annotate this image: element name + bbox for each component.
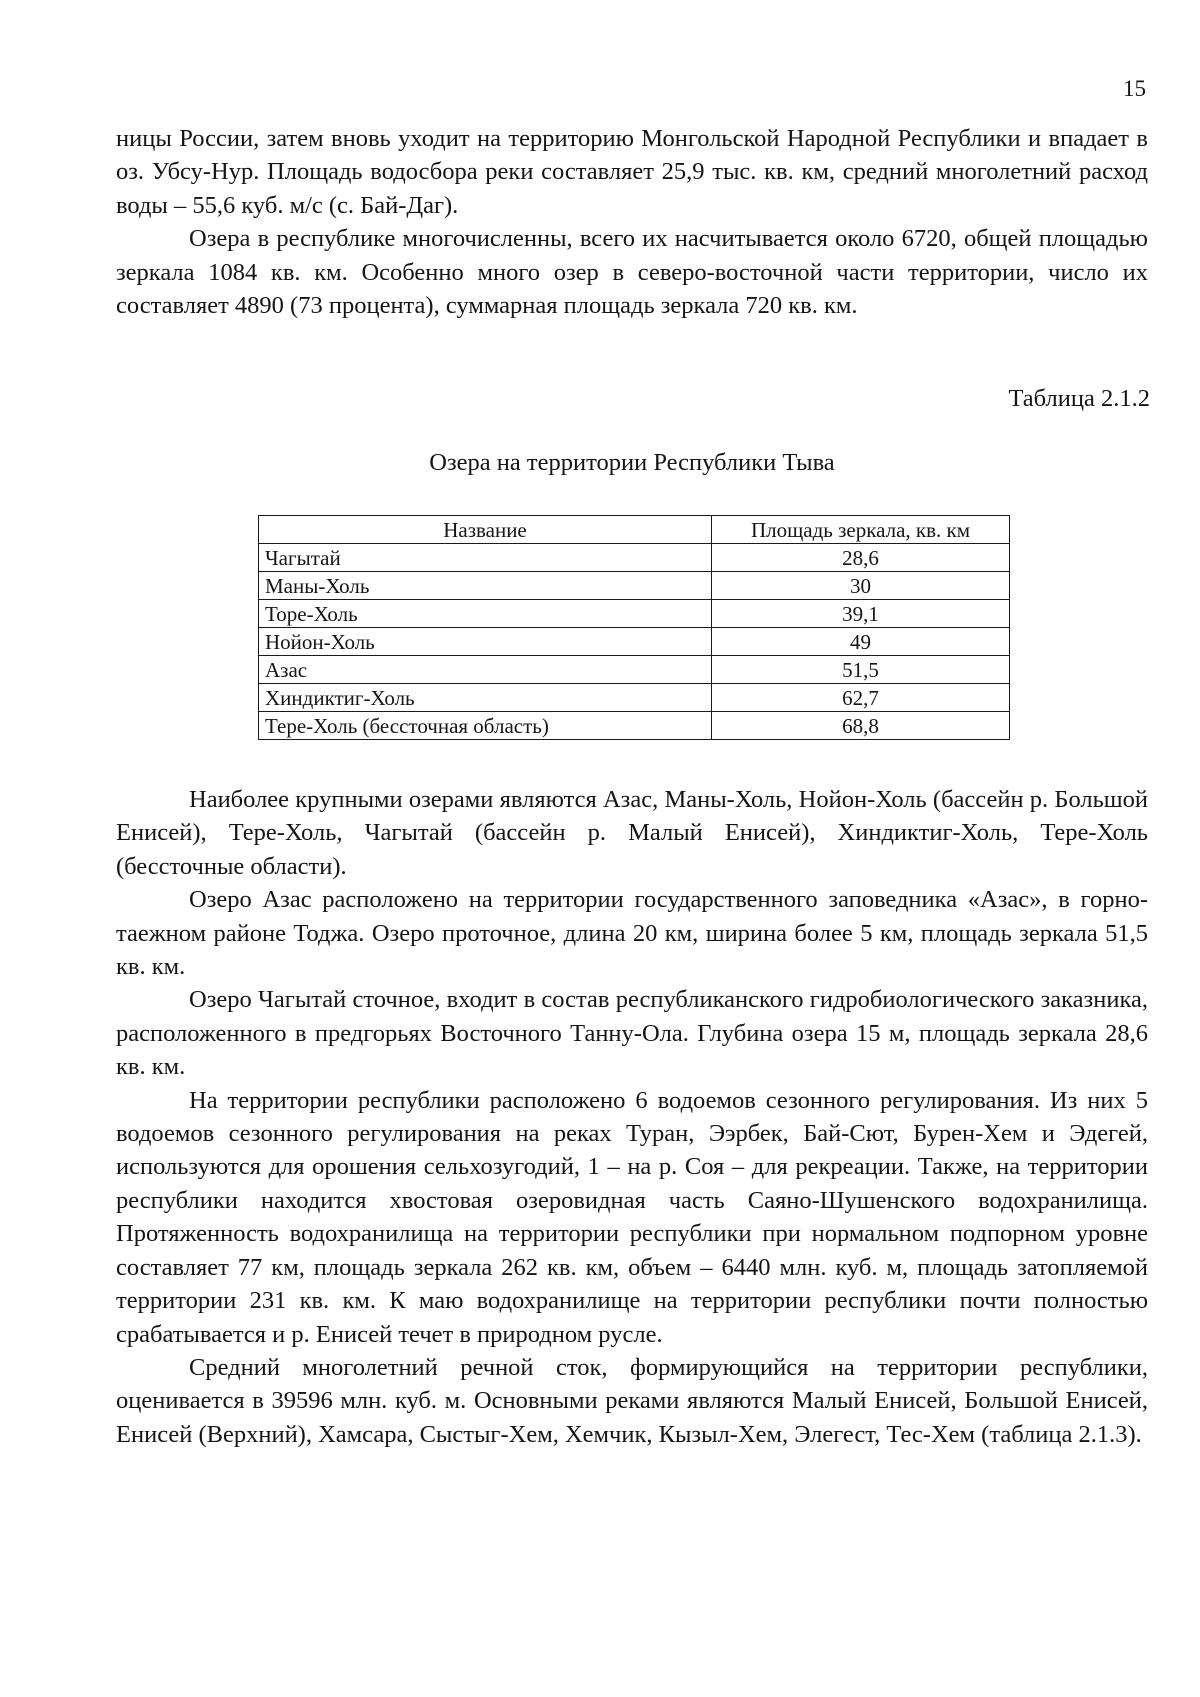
table-row xyxy=(259,712,1010,740)
paragraph-lakes-count: Озера в республике многочисленны, всего их насчитывается около 6720, общей площадью зеркала 1084 кв. км. Особенно много озер в северо-восточной части территории, число их составляет 4890 (73 процента), суммарная площадь зеркала 720 кв. км. xyxy=(116,225,1148,320)
lake-area: 28,6 xyxy=(712,544,1010,572)
header-area: Площадь зеркала, кв. км xyxy=(712,516,1010,544)
lake-area: 30 xyxy=(712,572,1010,600)
table-label: Таблица 2.1.2 xyxy=(1008,385,1150,412)
paragraph-chagytai: Озеро Чагытай сточное, входит в состав республиканского гидробиологического заказника, расположенного в предгорьях Восточного Танну-Ола. Глубина озера 15 м, площадь зеркала 28,6 кв. км. xyxy=(116,986,1148,1081)
table-caption: Озера на территории Республики Тыва xyxy=(429,449,835,476)
paragraph-reservoirs: На территории республики расположено 6 водоемов сезонного регулирования. Из них 5 водоемов сезонного регулирования на реках Туран, Ээрбек, Бай-Сют, Бурен-Хем и Эдегей, используются для орошения сельхозугодий, 1 – на р. Соя – для рекреации. Также, на территории республики находится хвостовая озеровидная часть Саяно-Шушенского водохранилища. Протяженность водохранилища на территории республики при нормальном подпорном уровне составляет 77 км, площадь зеркала 262 кв. км, объем – 6440 млн. куб. м, площадь затопляемой территории 231 кв. км. К маю водохранилище на территории республики почти полностью срабатывается и р. Енисей течет в природном русле. xyxy=(116,1086,1148,1348)
bottom-text-block xyxy=(116,783,1148,1451)
paragraph-river-runoff: Средний многолетний речной сток, формирующийся на территории республики, оценивается в 39596 млн. куб. м. Основными реками являются Малый Енисей, Большой Енисей, Енисей (Верхний), Хамсара, Сыстыг-Хем, Хемчик, Кызыл-Хем, Элегест, Тес-Хем (таблица 2.1.3). xyxy=(116,1353,1148,1448)
lake-name: Хиндиктиг-Холь xyxy=(259,684,712,712)
page-number: 15 xyxy=(1123,76,1146,101)
lake-name: Нойон-Холь xyxy=(259,628,712,656)
lake-area: 39,1 xyxy=(712,600,1010,628)
paragraph-largest-lakes: Наиболее крупными озерами являются Азас, Маны-Холь, Нойон-Холь (бассейн р. Большой Енисей), Тере-Холь, Чагытай (бассейн р. Малый Енисей), Хиндиктиг-Холь, Тере-Холь (бессточные области). xyxy=(116,786,1148,880)
lakes-table xyxy=(258,515,1010,740)
lake-area: 49 xyxy=(712,628,1010,656)
paragraph-continued: ницы России, затем вновь уходит на территорию Монгольской Народной Республики и впадает в оз. Убсу-Нур. Площадь водосбора реки составляет 25,9 тыс. кв. км, средний многолетний расход воды – 55,6 куб. м/с (с. Бай-Даг). xyxy=(116,125,1148,219)
lake-area: 62,7 xyxy=(712,684,1010,712)
lake-name: Чагытай xyxy=(259,544,712,572)
paragraph-azas: Озеро Азас расположено на территории государственного заповедника «Азас», в горно-таежном районе Тоджа. Озеро проточное, длина 20 км, ширина более 5 км, площадь зеркала 51,5 кв. км. xyxy=(116,886,1148,981)
table-row xyxy=(259,684,1010,712)
table-row xyxy=(259,572,1010,600)
lake-area: 68,8 xyxy=(712,712,1010,740)
table-row xyxy=(259,600,1010,628)
table-row xyxy=(259,544,1010,572)
lake-name: Тере-Холь (бессточная область) xyxy=(259,712,712,740)
lake-name: Маны-Холь xyxy=(259,572,712,600)
top-text-block xyxy=(116,122,1148,322)
lake-name: Торе-Холь xyxy=(259,600,712,628)
table-row xyxy=(259,628,1010,656)
lake-name: Азас xyxy=(259,656,712,684)
table-header-row xyxy=(259,516,1010,544)
header-name: Название xyxy=(259,516,712,544)
lake-area: 51,5 xyxy=(712,656,1010,684)
table-row xyxy=(259,656,1010,684)
